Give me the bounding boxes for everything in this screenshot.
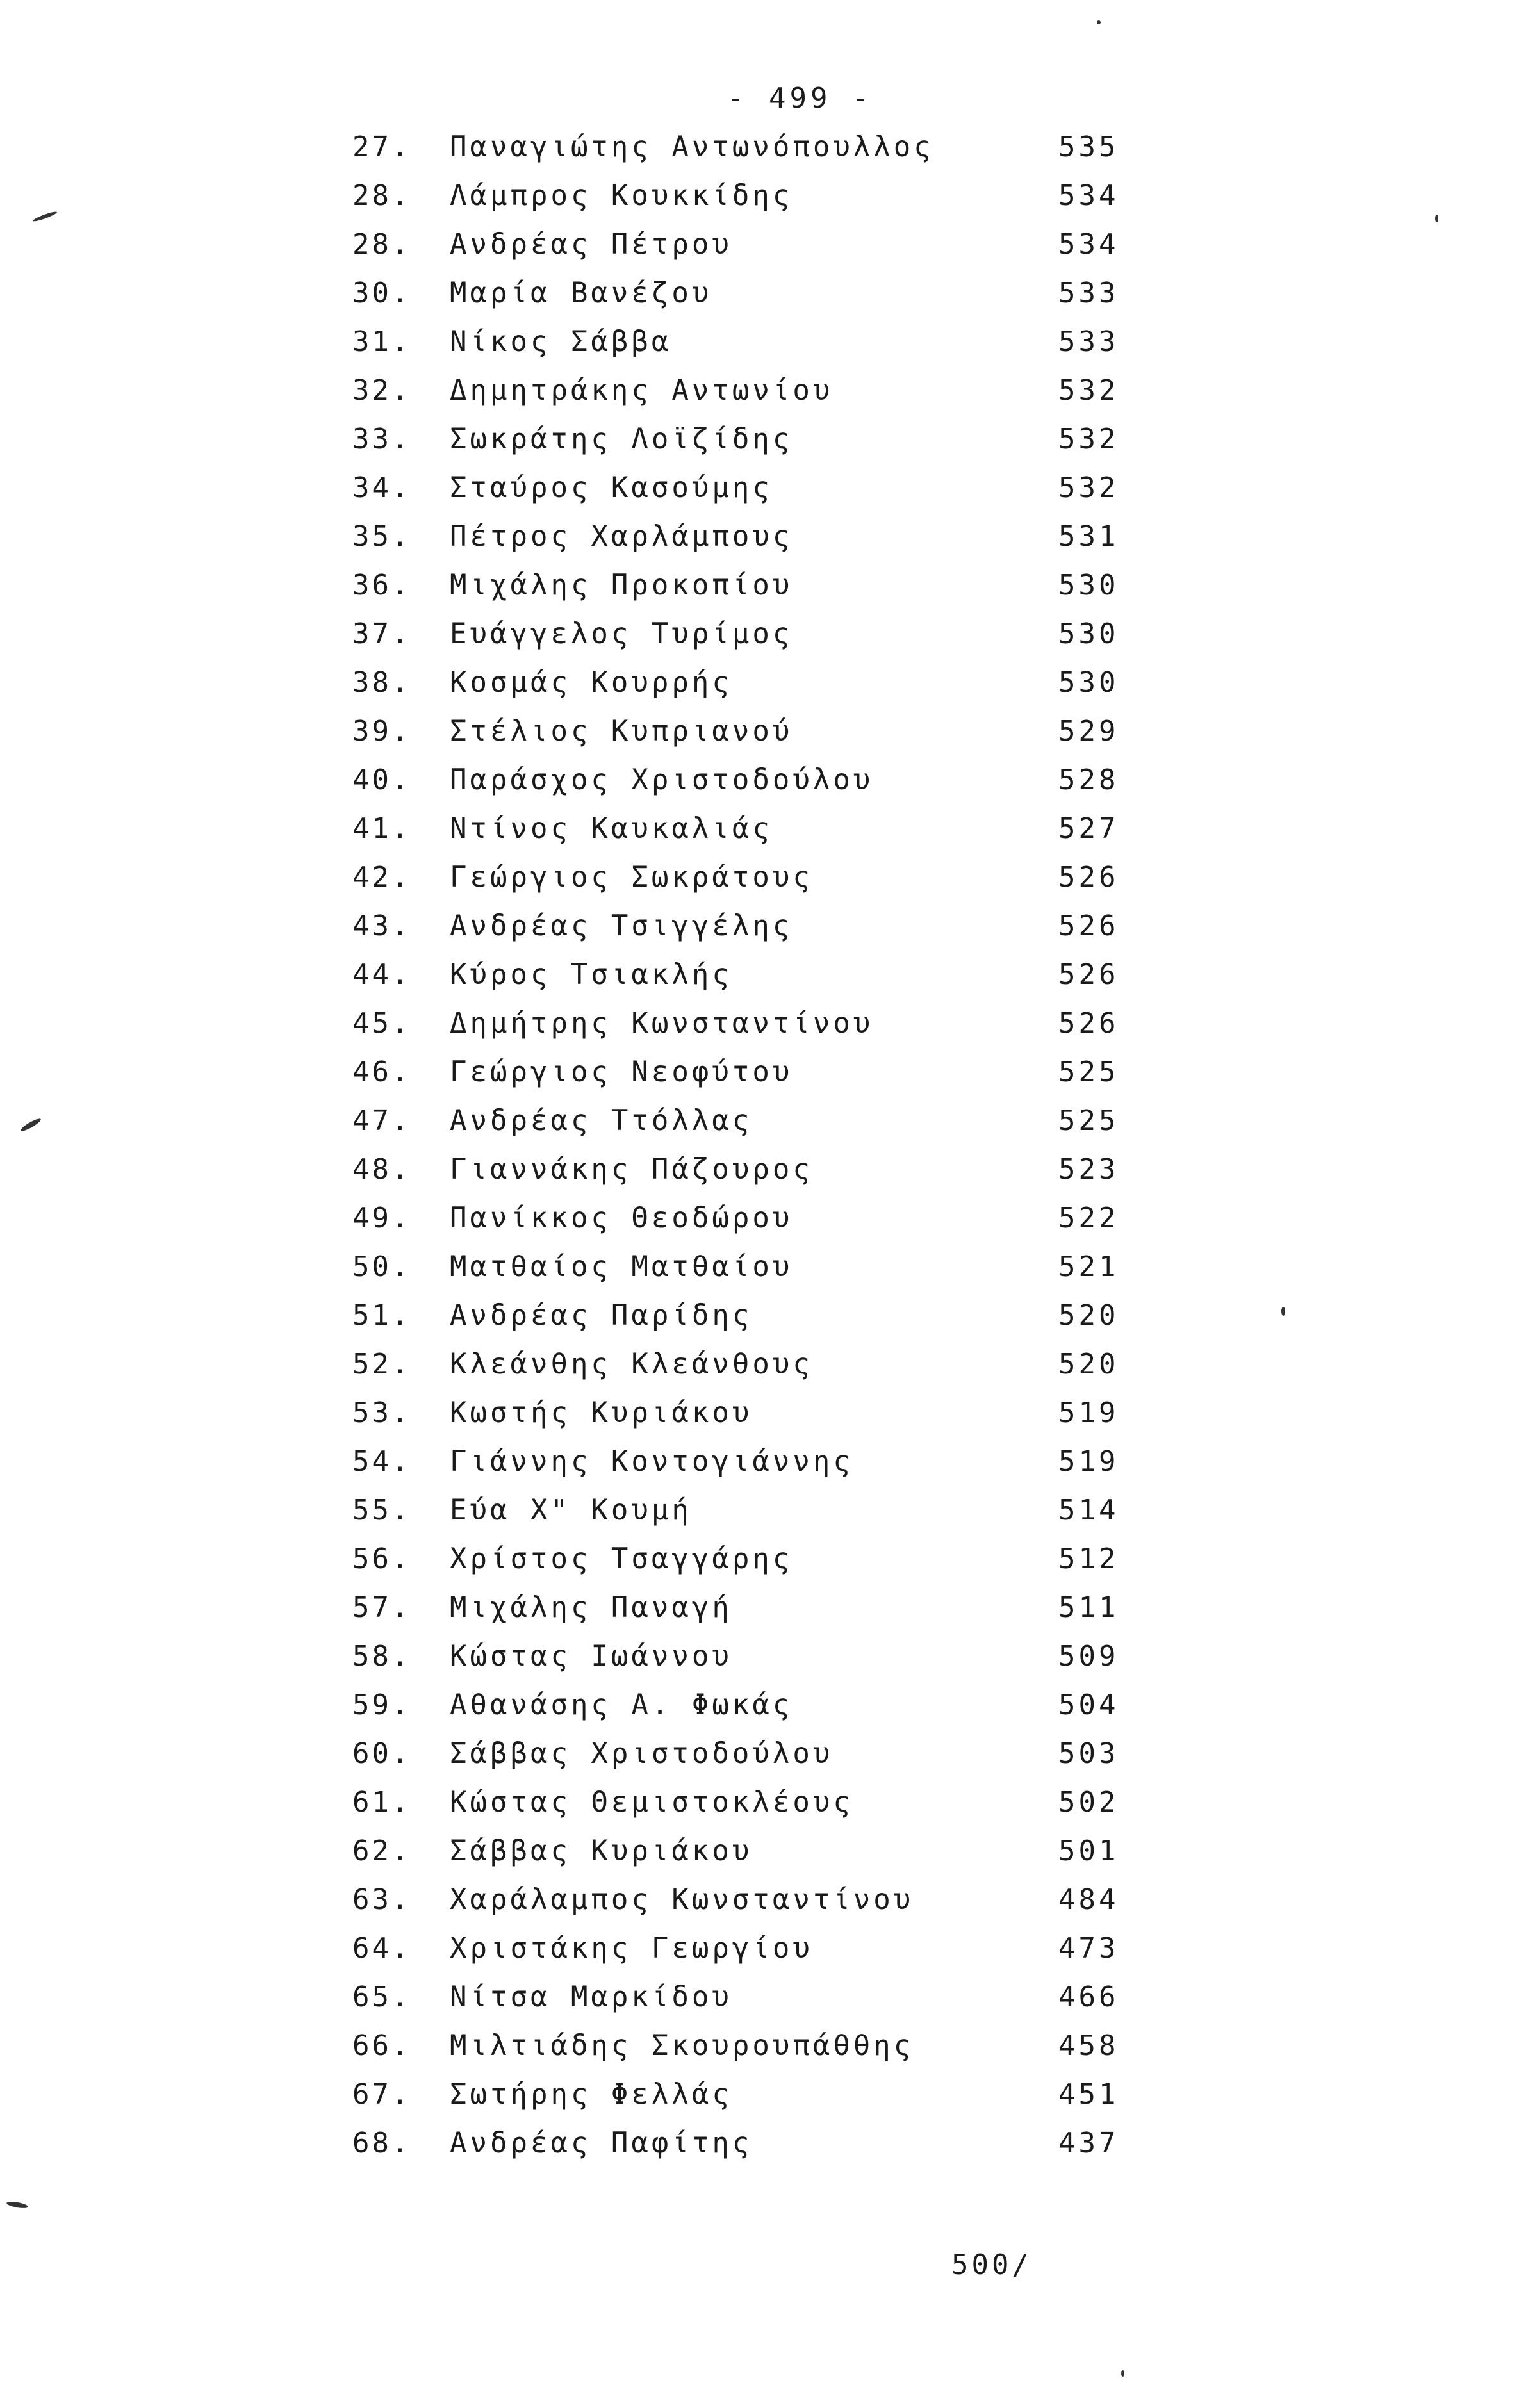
score-value: 526 [1058,861,1119,894]
person-name: Πέτρος Χαρλάμπους [450,520,793,553]
score-value: 520 [1058,1299,1119,1332]
rank-number: 58. [352,1640,411,1673]
score-value: 525 [1058,1056,1119,1088]
person-name: Κώστας Ιωάννου [450,1640,732,1673]
person-name: Λάμπρος Κουκκίδης [450,179,793,212]
list-item [0,1345,1528,1394]
list-item [0,810,1528,858]
rank-number: 39. [352,715,411,748]
rank-number: 68. [352,2127,411,2159]
person-name: Στέλιος Κυπριανού [450,715,793,748]
rank-number: 31. [352,325,411,358]
rank-number: 53. [352,1396,411,1429]
list-item [0,907,1528,956]
rank-number: 66. [352,2029,411,2062]
list-item [0,177,1528,225]
person-name: Πανίκκος Θεοδώρου [450,1202,793,1234]
person-name: Γεώργιος Νεοφύτου [450,1056,793,1088]
rank-number: 67. [352,2078,411,2111]
list-item [0,858,1528,907]
person-name: Χριστάκης Γεωργίου [450,1932,813,1965]
score-value: 531 [1058,520,1119,553]
list-item [0,1297,1528,1345]
person-name: Σωτήρης Φελλάς [450,2078,732,2111]
person-name: Παναγιώτης Αντωνόπουλλος [450,131,934,163]
person-name: Εύα Χ" Κουμή [450,1494,692,1527]
rank-number: 38. [352,666,411,699]
score-value: 519 [1058,1445,1119,1478]
score-value: 529 [1058,715,1119,748]
score-value: 519 [1058,1396,1119,1429]
list-item [0,225,1528,274]
person-name: Ανδρέας Παρίδης [450,1299,753,1332]
list-item [0,1686,1528,1735]
rank-number: 52. [352,1348,411,1380]
rank-number: 59. [352,1689,411,1721]
rank-number: 44. [352,958,411,991]
ranking-list [0,128,1528,2173]
list-item [0,1394,1528,1443]
continuation-marker: 500/ [951,2248,1032,2281]
list-item [0,1491,1528,1540]
person-name: Μιλτιάδης Σκουρουπάθθης [450,2029,914,2062]
list-item [0,323,1528,372]
person-name: Κύρος Τσιακλής [450,958,732,991]
score-value: 512 [1058,1543,1119,1575]
score-value: 437 [1058,2127,1119,2159]
person-name: Μαρία Βανέζου [450,277,712,309]
rank-number: 55. [352,1494,411,1527]
score-value: 501 [1058,1835,1119,1867]
score-value: 530 [1058,666,1119,699]
score-value: 525 [1058,1104,1119,1137]
score-value: 521 [1058,1250,1119,1283]
score-value: 534 [1058,179,1119,212]
rank-number: 49. [352,1202,411,1234]
score-value: 530 [1058,569,1119,602]
person-name: Σωκράτης Λοϊζίδης [450,423,793,455]
person-name: Μιχάλης Προκοπίου [450,569,793,602]
list-item [0,1151,1528,1199]
person-name: Κωστής Κυριάκου [450,1396,753,1429]
rank-number: 57. [352,1591,411,1624]
score-value: 535 [1058,131,1119,163]
person-name: Ντίνος Καυκαλιάς [450,812,773,845]
list-item [0,1053,1528,1102]
score-value: 523 [1058,1153,1119,1186]
person-name: Νίκος Σάββα [450,325,672,358]
list-item [0,664,1528,712]
list-item [0,1637,1528,1686]
list-item [0,1540,1528,1589]
score-value: 532 [1058,374,1119,407]
person-name: Ματθαίος Ματθαίου [450,1250,793,1283]
rank-number: 32. [352,374,411,407]
scan-speck [6,2200,29,2209]
person-name: Ανδρέας Τσιγγέλης [450,910,793,942]
scan-speck [1281,1307,1285,1316]
list-item [0,566,1528,615]
scan-speck [1097,20,1101,24]
rank-number: 30. [352,277,411,309]
rank-number: 63. [352,1883,411,1916]
score-value: 526 [1058,910,1119,942]
rank-number: 35. [352,520,411,553]
list-item [0,372,1528,420]
person-name: Χρίστος Τσαγγάρης [450,1543,793,1575]
rank-number: 48. [352,1153,411,1186]
score-value: 527 [1058,812,1119,845]
rank-number: 28. [352,179,411,212]
person-name: Σάββας Χριστοδούλου [450,1737,834,1770]
list-item [0,518,1528,566]
person-name: Ανδρέας Παφίτης [450,2127,753,2159]
score-value: 511 [1058,1591,1119,1624]
list-item [0,1199,1528,1248]
list-item [0,1443,1528,1491]
score-value: 466 [1058,1981,1119,2013]
person-name: Ανδρέας Πέτρου [450,228,732,261]
rank-number: 46. [352,1056,411,1088]
list-item [0,274,1528,323]
person-name: Νίτσα Μαρκίδου [450,1981,732,2013]
list-item [0,1248,1528,1297]
person-name: Κοσμάς Κουρρής [450,666,732,699]
person-name: Σάββας Κυριάκου [450,1835,753,1867]
rank-number: 56. [352,1543,411,1575]
score-value: 532 [1058,423,1119,455]
list-item [0,1978,1528,2027]
rank-number: 36. [352,569,411,602]
list-item [0,1929,1528,1978]
score-value: 533 [1058,325,1119,358]
rank-number: 37. [352,618,411,650]
person-name: Ανδρέας Ττόλλας [450,1104,753,1137]
score-value: 502 [1058,1786,1119,1819]
list-item [0,615,1528,664]
score-value: 530 [1058,618,1119,650]
person-name: Γιαννάκης Πάζουρος [450,1153,813,1186]
list-item [0,761,1528,810]
rank-number: 62. [352,1835,411,1867]
person-name: Αθανάσης Α. Φωκάς [450,1689,793,1721]
list-item [0,2076,1528,2124]
list-item [0,712,1528,761]
rank-number: 47. [352,1104,411,1137]
score-value: 532 [1058,471,1119,504]
list-item [0,1102,1528,1151]
person-name: Ευάγγελος Τυρίμος [450,618,793,650]
list-item [0,1589,1528,1637]
list-item [0,469,1528,518]
rank-number: 27. [352,131,411,163]
list-item [0,1004,1528,1053]
rank-number: 34. [352,471,411,504]
rank-number: 43. [352,910,411,942]
score-value: 451 [1058,2078,1119,2111]
score-value: 534 [1058,228,1119,261]
list-item [0,420,1528,469]
person-name: Δημήτρης Κωνσταντίνου [450,1007,874,1040]
score-value: 503 [1058,1737,1119,1770]
scan-speck [1121,2370,1124,2377]
page-number-header: - 499 - [727,82,873,115]
rank-number: 28. [352,228,411,261]
score-value: 484 [1058,1883,1119,1916]
person-name: Κώστας Θεμιστοκλέους [450,1786,853,1819]
list-item [0,1735,1528,1783]
list-item [0,2124,1528,2173]
person-name: Γεώργιος Σωκράτους [450,861,813,894]
rank-number: 50. [352,1250,411,1283]
list-item [0,2027,1528,2076]
person-name: Παράσχος Χριστοδούλου [450,764,874,796]
person-name: Σταύρος Κασούμης [450,471,773,504]
rank-number: 54. [352,1445,411,1478]
rank-number: 41. [352,812,411,845]
list-item [0,1832,1528,1881]
score-value: 514 [1058,1494,1119,1527]
person-name: Μιχάλης Παναγή [450,1591,732,1624]
rank-number: 51. [352,1299,411,1332]
score-value: 526 [1058,1007,1119,1040]
rank-number: 42. [352,861,411,894]
person-name: Χαράλαμπος Κωνσταντίνου [450,1883,914,1916]
score-value: 520 [1058,1348,1119,1380]
score-value: 473 [1058,1932,1119,1965]
rank-number: 64. [352,1932,411,1965]
list-item [0,1783,1528,1832]
person-name: Δημητράκης Αντωνίου [450,374,834,407]
rank-number: 40. [352,764,411,796]
score-value: 533 [1058,277,1119,309]
score-value: 509 [1058,1640,1119,1673]
scan-speck [1435,215,1438,222]
list-item [0,956,1528,1004]
rank-number: 45. [352,1007,411,1040]
score-value: 458 [1058,2029,1119,2062]
list-item [0,128,1528,177]
person-name: Γιάννης Κοντογιάννης [450,1445,853,1478]
rank-number: 60. [352,1737,411,1770]
list-item [0,1881,1528,1929]
rank-number: 33. [352,423,411,455]
person-name: Κλεάνθης Κλεάνθους [450,1348,813,1380]
rank-number: 61. [352,1786,411,1819]
rank-number: 65. [352,1981,411,2013]
score-value: 522 [1058,1202,1119,1234]
score-value: 504 [1058,1689,1119,1721]
score-value: 528 [1058,764,1119,796]
score-value: 526 [1058,958,1119,991]
